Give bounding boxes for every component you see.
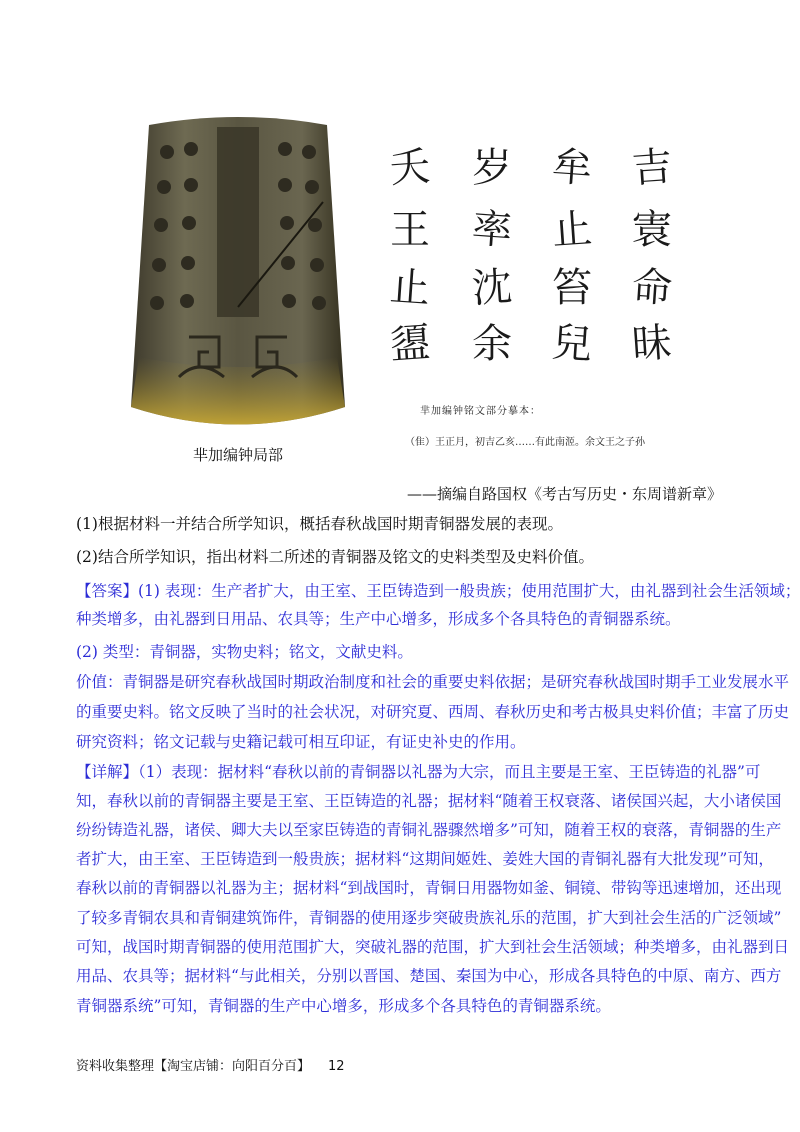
detail-line: 了较多青铜农具和青铜建筑饰件，青铜器的使用逐步突破贵族礼乐的范围，扩大到社会生活的广泛领域” (76, 909, 782, 927)
detail-line: 用品、农具等；据材料“与此相关，分别以晋国、楚国、秦国为中心，形成各具特色的中原、南方、西方 (76, 967, 782, 985)
detail-line: 可知，战国时期青铜器的使用范围扩大，突破礼器的范围，扩大到社会生活领域；种类增多，由礼器到日 (76, 938, 790, 956)
answer-line: 种类增多，由礼器到日用品、农具等；生产中心增多，形成多个各具特色的青铜器系统。 (76, 610, 681, 628)
rubbing-glyph: 㝨 (632, 207, 672, 253)
page-footer (76, 1055, 345, 1074)
rubbing-glyph: 夭 (388, 143, 432, 193)
rubbing-glyph: 率 (470, 205, 514, 255)
answer-line: 【答案】(1) 表现：生产者扩大，由王室、王臣铸造到一般贵族；使用范围扩大，由礼器到社会生活领域； (76, 582, 800, 600)
detail-line: 青铜器系统”可知，青铜器的生产中心增多，形成多个各具特色的青铜器系统。 (76, 997, 611, 1015)
answer-line: 的重要史料。铭文反映了当时的社会状况，对研究夏、西周、春秋历史和考古极具史料价值；丰富了历史 (76, 703, 790, 721)
rubbing-glyph: 止 (550, 205, 594, 255)
detail-line: 纷纷铸造礼器，诸侯、卿大夫以至家臣铸造的青铜礼器骤然增多”可知，随着王权的衰落，青铜器的生产 (76, 821, 782, 839)
detail-line: 知，春秋以前的青铜器主要是王室、王臣铸造的礼器；据材料“随着王权衰落、诸侯国兴起，大小诸侯国 (76, 792, 782, 810)
rubbing-glyph: 兒 (550, 319, 594, 369)
rubbing-glyph: 止 (388, 263, 432, 313)
question-2: (2)结合所学知识，指出材料二所述的青铜器及铭文的史料类型及史料价值。 (76, 548, 594, 566)
detail-line: 春秋以前的青铜器以礼器为主；据材料“到战国时，青铜日用器物如釜、铜镜、带钩等迅速增加，还出现 (76, 879, 782, 897)
answer-line: 研究资料；铭文记载与史籍记载可相互印证，有证史补史的作用。 (76, 733, 526, 751)
figure-caption: 芈加编钟局部 (192, 446, 283, 464)
rubbing-glyph: 盨 (388, 319, 432, 369)
rubbing-glyph: 余 (472, 321, 512, 367)
rubbing-glyph: 沈 (470, 263, 514, 313)
question-1: (1)根据材料一并结合所学知识，概括春秋战国时期青铜器发展的表现。 (76, 515, 563, 533)
rubbing-glyph: 昧 (630, 319, 674, 369)
answer-line: (2) 类型：青铜器，实物史料；铭文，文献史料。 (76, 643, 413, 661)
rubbing-glyph: 吉 (630, 143, 674, 193)
rubbing-glyph: 王 (390, 207, 430, 253)
page-number: 12 (328, 1059, 345, 1074)
rubbing-note-text: （隹）王正月，初吉乙亥……有此南洍。余文王之子孙 (405, 437, 645, 448)
bronze-bell-image (109, 107, 367, 455)
rubbing-glyph: 笞 (552, 265, 592, 311)
detail-line: 【详解】（1）表现：据材料“春秋以前的青铜器以礼器为大宗，而且主要是王室、王臣铸造的礼器”可 (76, 763, 761, 781)
detail-line: 者扩大，由王室、王臣铸造到一般贵族；据材料“这期间姬姓、姜姓大国的青铜礼器有大批发现”可知， (76, 850, 774, 868)
rubbing-glyph: 岁 (472, 145, 512, 191)
footer-text: 资料收集整理【淘宝店铺：向阳百分百】 (76, 1059, 311, 1074)
rubbing-glyph: 命 (630, 263, 674, 313)
rubbing-note-title: 芈加编钟铭文部分摹本： (420, 406, 541, 417)
source-citation: ——摘编自路国权《考古写历史・东周谱新章》 (406, 485, 722, 503)
answer-line: 价值：青铜器是研究春秋战国时期政治制度和社会的重要史料依据；是研究春秋战国时期手工业发展水平 (76, 673, 790, 691)
rubbing-glyph: 牟 (550, 143, 594, 193)
